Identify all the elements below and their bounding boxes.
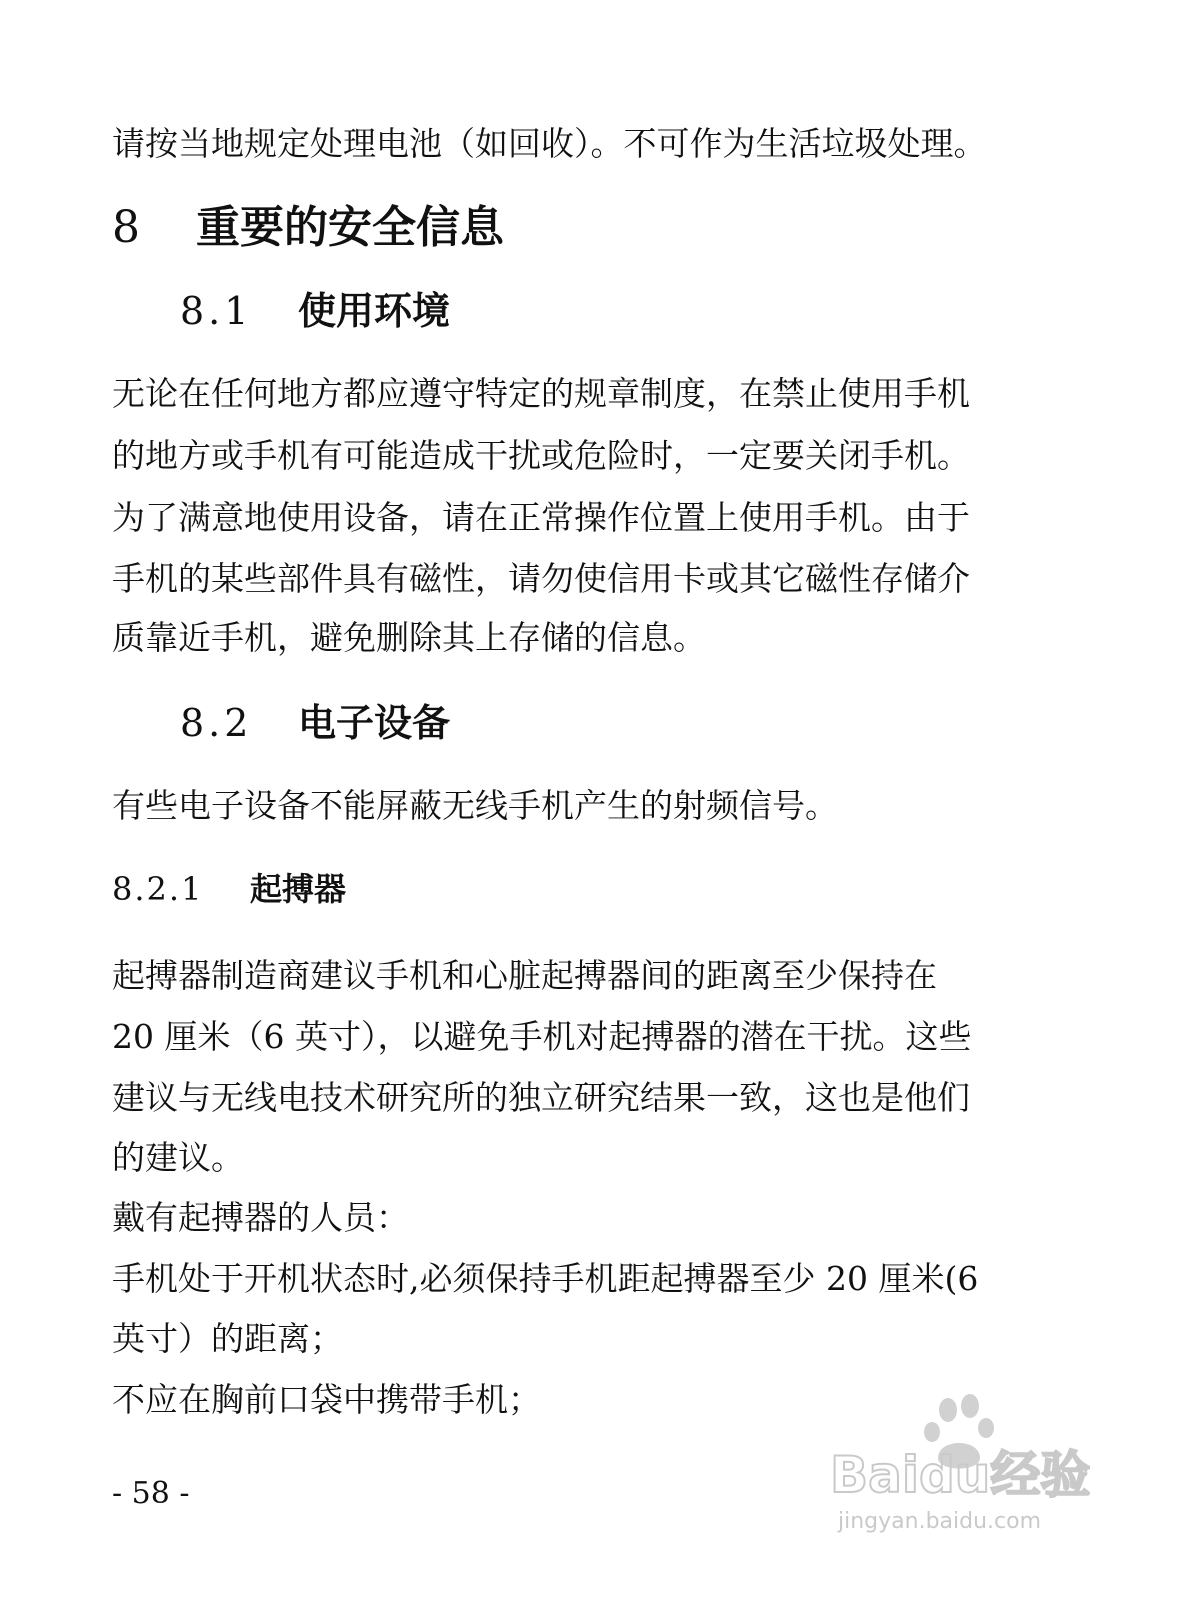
paragraph-line: 建议与无线电技术研究所的独立研究结果一致，这也是他们 xyxy=(112,1078,970,1117)
watermark-brand: Baidu经验 xyxy=(830,1446,1090,1504)
subsubsection-heading-8-2-1 xyxy=(112,868,346,910)
paragraph-line: 不应在胸前口袋中携带手机； xyxy=(112,1380,541,1419)
subsection-number: 8.1 xyxy=(180,289,253,333)
paragraph-line: 有些电子设备不能屏蔽无线手机产生的射频信号。 xyxy=(112,786,838,825)
section-number: 8 xyxy=(112,202,140,253)
paragraph-line: 戴有起搏器的人员： xyxy=(112,1198,409,1237)
paragraph-line: 的地方或手机有可能造成干扰或危险时，一定要关闭手机。 xyxy=(112,436,970,475)
section-title: 重要的安全信息 xyxy=(196,202,504,253)
subsection-heading-8-2 xyxy=(180,698,450,748)
paragraph-line: 手机的某些部件具有磁性，请勿使信用卡或其它磁性存储介 xyxy=(112,559,970,598)
paragraph-line: 的建议。 xyxy=(112,1138,244,1177)
subsubsection-number: 8.2.1 xyxy=(112,870,204,908)
paragraph-line: 手机处于开机状态时,必须保持手机距起搏器至少 20 厘米(6 xyxy=(112,1259,979,1298)
subsection-title: 使用环境 xyxy=(298,289,451,333)
paragraph-line: 质靠近手机，避免删除其上存储的信息。 xyxy=(112,618,706,657)
intro-paragraph: 请按当地规定处理电池（如回收）。不可作为生活垃圾处理。 xyxy=(112,124,987,163)
subsection-title: 电子设备 xyxy=(298,701,451,745)
subsubsection-title: 起搏器 xyxy=(250,870,347,908)
paragraph-line: 无论在任何地方都应遵守特定的规章制度，在禁止使用手机 xyxy=(112,374,970,413)
page-number: - 58 - xyxy=(112,1476,190,1511)
paragraph-line: 英寸）的距离； xyxy=(112,1319,343,1358)
section-heading xyxy=(112,200,504,256)
watermark-url: jingyan.baidu.com xyxy=(838,1509,1042,1534)
paragraph-line: 20 厘米（6 英寸），以避免手机对起搏器的潜在干扰。这些 xyxy=(112,1017,972,1056)
paragraph-line: 为了满意地使用设备，请在正常操作位置上使用手机。由于 xyxy=(112,498,970,537)
subsection-number: 8.2 xyxy=(180,701,253,745)
paragraph-line: 起搏器制造商建议手机和心脏起搏器间的距离至少保持在 xyxy=(112,956,937,995)
subsection-heading-8-1 xyxy=(180,286,450,336)
baidu-watermark-logo xyxy=(820,1388,1090,1538)
